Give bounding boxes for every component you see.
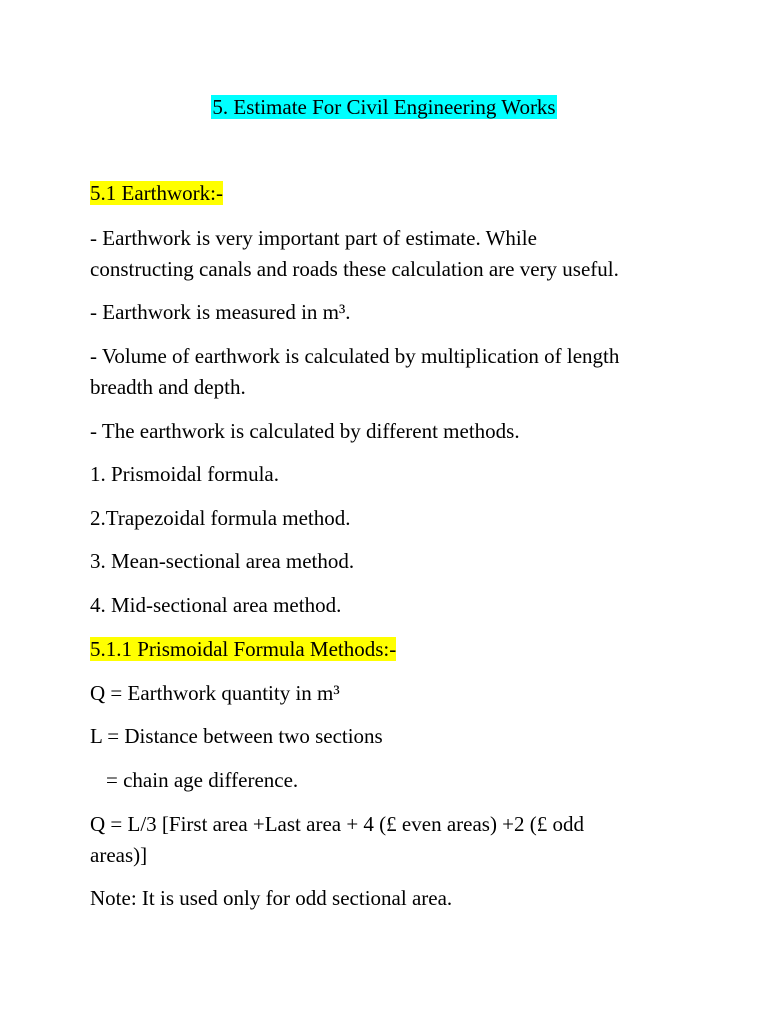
method-item: 4. Mid-sectional area method.	[90, 593, 342, 617]
method-item: 2.Trapezoidal formula method.	[90, 506, 351, 530]
definition-line: Q = Earthwork quantity in m³	[90, 681, 340, 705]
subsection-heading	[90, 637, 396, 661]
note-text: Note: It is used only for odd sectional area.	[90, 886, 453, 910]
paragraph-line: constructing canals and roads these calculation are very useful.	[90, 257, 619, 281]
paragraph-line: - Earthwork is measured in m³.	[90, 300, 351, 324]
section-heading	[90, 181, 223, 205]
formula-line: areas)]	[90, 843, 148, 867]
subsection-heading-text: 5.1.1 Prismoidal Formula Methods:-	[90, 637, 397, 661]
section-heading-text: 5.1 Earthwork:-	[90, 181, 223, 205]
document-title-text: 5. Estimate For Civil Engineering Works	[212, 95, 556, 119]
paragraph-line: breadth and depth.	[90, 375, 246, 399]
definition-line: = chain age difference.	[106, 768, 299, 792]
method-item: 3. Mean-sectional area method.	[90, 549, 355, 573]
paragraph-line: - The earthwork is calculated by different methods.	[90, 419, 520, 443]
definition-line: L = Distance between two sections	[90, 724, 383, 748]
formula-line: Q = L/3 [First area +Last area + 4 (£ even areas) +2 (£ odd	[90, 812, 585, 836]
paragraph-line: - Volume of earthwork is calculated by multiplication of length	[90, 344, 620, 368]
document-title	[0, 94, 768, 120]
method-item: 1. Prismoidal formula.	[90, 462, 279, 486]
paragraph-line: - Earthwork is very important part of estimate. While	[90, 226, 537, 250]
